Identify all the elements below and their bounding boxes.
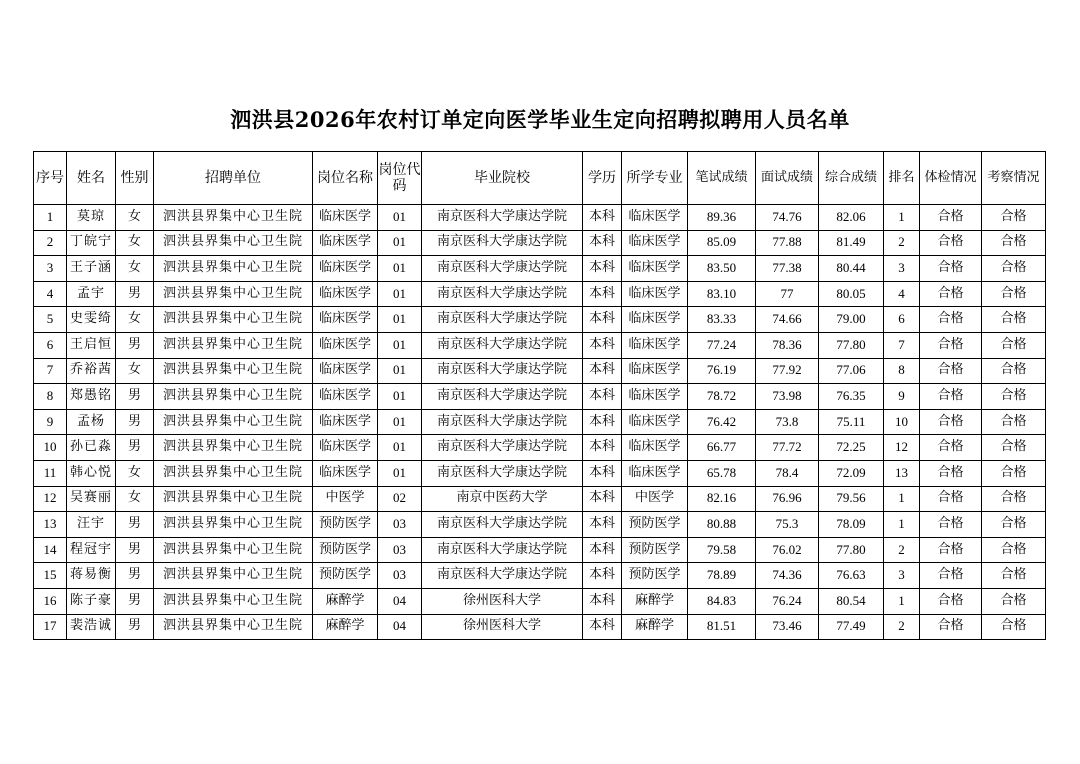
cell-name: 王子涵 [67,256,116,282]
cell-rank: 2 [884,537,920,563]
cell-degree: 本科 [583,281,622,307]
cell-code: 01 [378,281,422,307]
cell-physical-result: 合格 [920,486,982,512]
cell-unit: 泗洪县界集中心卫生院 [154,332,313,358]
cell-school: 南京医科大学康达学院 [422,230,583,256]
cell-unit: 泗洪县界集中心卫生院 [154,512,313,538]
cell-code: 01 [378,435,422,461]
cell-unit: 泗洪县界集中心卫生院 [154,307,313,333]
cell-unit: 泗洪县界集中心卫生院 [154,460,313,486]
cell-physical-result: 合格 [920,205,982,231]
cell-physical-result: 合格 [920,512,982,538]
cell-gender: 男 [116,281,154,307]
cell-degree: 本科 [583,563,622,589]
cell-written-score: 79.58 [688,537,756,563]
cell-major: 临床医学 [622,332,688,358]
cell-unit: 泗洪县界集中心卫生院 [154,281,313,307]
table-row [34,512,1046,538]
header-unit: 招聘单位 [154,152,313,205]
cell-name: 莫琼 [67,205,116,231]
cell-review-result: 合格 [982,332,1046,358]
cell-written-score: 83.33 [688,307,756,333]
cell-rank: 2 [884,614,920,640]
cell-written-score: 81.51 [688,614,756,640]
cell-written-score: 85.09 [688,230,756,256]
cell-gender: 男 [116,537,154,563]
cell-post: 麻醉学 [313,614,378,640]
cell-gender: 女 [116,460,154,486]
cell-physical-result: 合格 [920,256,982,282]
cell-degree: 本科 [583,205,622,231]
cell-gender: 女 [116,358,154,384]
cell-school: 南京医科大学康达学院 [422,435,583,461]
cell-physical-result: 合格 [920,384,982,410]
header-post: 岗位名称 [313,152,378,205]
cell-post: 临床医学 [313,409,378,435]
table-row [34,384,1046,410]
cell-code: 01 [378,307,422,333]
cell-written-score: 77.24 [688,332,756,358]
header-major: 所学专业 [622,152,688,205]
cell-unit: 泗洪县界集中心卫生院 [154,537,313,563]
cell-post: 临床医学 [313,358,378,384]
cell-degree: 本科 [583,537,622,563]
cell-review-result: 合格 [982,384,1046,410]
cell-code: 01 [378,332,422,358]
cell-no: 15 [34,563,67,589]
cell-gender: 女 [116,230,154,256]
cell-no: 8 [34,384,67,410]
cell-gender: 女 [116,256,154,282]
cell-gender: 男 [116,332,154,358]
cell-degree: 本科 [583,230,622,256]
cell-review-result: 合格 [982,256,1046,282]
cell-unit: 泗洪县界集中心卫生院 [154,435,313,461]
cell-physical-result: 合格 [920,281,982,307]
cell-interview-score: 78.36 [756,332,819,358]
table-body [34,205,1046,640]
cell-rank: 8 [884,358,920,384]
table-row [34,588,1046,614]
table-row [34,281,1046,307]
cell-review-result: 合格 [982,409,1046,435]
cell-degree: 本科 [583,332,622,358]
table-row [34,486,1046,512]
cell-code: 03 [378,563,422,589]
cell-rank: 1 [884,486,920,512]
cell-major: 临床医学 [622,358,688,384]
cell-interview-score: 73.46 [756,614,819,640]
cell-interview-score: 77.92 [756,358,819,384]
cell-major: 临床医学 [622,205,688,231]
cell-written-score: 66.77 [688,435,756,461]
cell-major: 临床医学 [622,460,688,486]
cell-degree: 本科 [583,256,622,282]
cell-major: 临床医学 [622,230,688,256]
cell-name: 乔裕茜 [67,358,116,384]
table-row [34,230,1046,256]
cell-post: 麻醉学 [313,588,378,614]
cell-no: 6 [34,332,67,358]
cell-no: 1 [34,205,67,231]
cell-major: 中医学 [622,486,688,512]
cell-interview-score: 77 [756,281,819,307]
cell-gender: 男 [116,614,154,640]
cell-code: 01 [378,384,422,410]
cell-review-result: 合格 [982,307,1046,333]
cell-physical-result: 合格 [920,409,982,435]
cell-total-score: 76.35 [819,384,884,410]
cell-major: 临床医学 [622,435,688,461]
cell-gender: 女 [116,205,154,231]
cell-unit: 泗洪县界集中心卫生院 [154,384,313,410]
header-school: 毕业院校 [422,152,583,205]
cell-total-score: 80.54 [819,588,884,614]
cell-major: 预防医学 [622,537,688,563]
cell-no: 11 [34,460,67,486]
cell-review-result: 合格 [982,435,1046,461]
cell-interview-score: 77.88 [756,230,819,256]
header-interview: 面试成绩 [756,152,819,205]
cell-total-score: 80.05 [819,281,884,307]
cell-interview-score: 76.96 [756,486,819,512]
cell-rank: 1 [884,512,920,538]
cell-rank: 6 [884,307,920,333]
cell-code: 01 [378,409,422,435]
cell-review-result: 合格 [982,588,1046,614]
cell-rank: 9 [884,384,920,410]
header-row [34,152,1046,205]
cell-physical-result: 合格 [920,588,982,614]
cell-major: 临床医学 [622,281,688,307]
cell-total-score: 77.80 [819,537,884,563]
cell-degree: 本科 [583,512,622,538]
table-row [34,614,1046,640]
cell-review-result: 合格 [982,358,1046,384]
cell-post: 临床医学 [313,332,378,358]
cell-interview-score: 77.38 [756,256,819,282]
cell-school: 南京医科大学康达学院 [422,256,583,282]
cell-code: 01 [378,460,422,486]
cell-name: 郑愚铭 [67,384,116,410]
cell-degree: 本科 [583,358,622,384]
cell-written-score: 83.50 [688,256,756,282]
cell-written-score: 76.42 [688,409,756,435]
cell-unit: 泗洪县界集中心卫生院 [154,588,313,614]
cell-school: 南京医科大学康达学院 [422,512,583,538]
cell-major: 临床医学 [622,384,688,410]
cell-major: 临床医学 [622,409,688,435]
cell-gender: 男 [116,409,154,435]
header-total: 综合成绩 [819,152,884,205]
cell-interview-score: 76.02 [756,537,819,563]
cell-post: 临床医学 [313,281,378,307]
table-row [34,332,1046,358]
cell-no: 12 [34,486,67,512]
cell-major: 临床医学 [622,256,688,282]
cell-name: 王启恒 [67,332,116,358]
table-row [34,307,1046,333]
cell-name: 孟宇 [67,281,116,307]
cell-rank: 3 [884,563,920,589]
cell-code: 01 [378,358,422,384]
cell-interview-score: 73.8 [756,409,819,435]
cell-unit: 泗洪县界集中心卫生院 [154,358,313,384]
cell-degree: 本科 [583,435,622,461]
header-no: 序号 [34,152,67,205]
cell-school: 南京医科大学康达学院 [422,205,583,231]
cell-interview-score: 73.98 [756,384,819,410]
cell-no: 13 [34,512,67,538]
cell-physical-result: 合格 [920,307,982,333]
cell-rank: 2 [884,230,920,256]
cell-name: 陈子豪 [67,588,116,614]
cell-school: 南京医科大学康达学院 [422,460,583,486]
header-written: 笔试成绩 [688,152,756,205]
cell-physical-result: 合格 [920,332,982,358]
table-row [34,563,1046,589]
cell-interview-score: 74.66 [756,307,819,333]
cell-rank: 10 [884,409,920,435]
cell-gender: 男 [116,512,154,538]
cell-no: 2 [34,230,67,256]
cell-no: 4 [34,281,67,307]
cell-total-score: 75.11 [819,409,884,435]
cell-interview-score: 74.36 [756,563,819,589]
cell-physical-result: 合格 [920,614,982,640]
table-row [34,256,1046,282]
cell-review-result: 合格 [982,563,1046,589]
cell-unit: 泗洪县界集中心卫生院 [154,256,313,282]
cell-total-score: 78.09 [819,512,884,538]
header-code: 岗位代码 [378,152,422,205]
cell-major: 麻醉学 [622,588,688,614]
cell-gender: 男 [116,435,154,461]
cell-name: 孙已淼 [67,435,116,461]
cell-post: 中医学 [313,486,378,512]
cell-interview-score: 74.76 [756,205,819,231]
cell-major: 预防医学 [622,563,688,589]
cell-interview-score: 75.3 [756,512,819,538]
cell-written-score: 76.19 [688,358,756,384]
cell-total-score: 77.49 [819,614,884,640]
cell-code: 01 [378,230,422,256]
cell-degree: 本科 [583,588,622,614]
cell-interview-score: 76.24 [756,588,819,614]
cell-name: 汪宇 [67,512,116,538]
cell-post: 预防医学 [313,537,378,563]
cell-physical-result: 合格 [920,230,982,256]
table-row [34,460,1046,486]
cell-written-score: 65.78 [688,460,756,486]
cell-name: 丁皖宁 [67,230,116,256]
cell-code: 04 [378,614,422,640]
cell-review-result: 合格 [982,230,1046,256]
cell-no: 16 [34,588,67,614]
cell-rank: 3 [884,256,920,282]
cell-review-result: 合格 [982,512,1046,538]
cell-total-score: 72.09 [819,460,884,486]
cell-post: 临床医学 [313,384,378,410]
cell-unit: 泗洪县界集中心卫生院 [154,409,313,435]
cell-degree: 本科 [583,486,622,512]
cell-no: 14 [34,537,67,563]
cell-total-score: 82.06 [819,205,884,231]
header-degree: 学历 [583,152,622,205]
cell-school: 南京医科大学康达学院 [422,281,583,307]
cell-review-result: 合格 [982,460,1046,486]
cell-review-result: 合格 [982,614,1046,640]
cell-no: 7 [34,358,67,384]
cell-unit: 泗洪县界集中心卫生院 [154,614,313,640]
cell-code: 01 [378,205,422,231]
cell-school: 徐州医科大学 [422,614,583,640]
header-physical: 体检情况 [920,152,982,205]
cell-post: 临床医学 [313,435,378,461]
document-title: 泗洪县2026年农村订单定向医学毕业生定向招聘拟聘用人员名单 [230,107,850,132]
cell-name: 孟杨 [67,409,116,435]
cell-post: 预防医学 [313,512,378,538]
cell-gender: 男 [116,384,154,410]
table-row [34,409,1046,435]
cell-physical-result: 合格 [920,460,982,486]
cell-degree: 本科 [583,307,622,333]
cell-review-result: 合格 [982,537,1046,563]
cell-total-score: 81.49 [819,230,884,256]
header-review: 考察情况 [982,152,1046,205]
cell-gender: 女 [116,486,154,512]
cell-degree: 本科 [583,460,622,486]
cell-major: 预防医学 [622,512,688,538]
cell-name: 程冠宇 [67,537,116,563]
cell-post: 临床医学 [313,230,378,256]
cell-school: 南京医科大学康达学院 [422,307,583,333]
cell-degree: 本科 [583,409,622,435]
cell-total-score: 72.25 [819,435,884,461]
cell-no: 9 [34,409,67,435]
cell-school: 南京医科大学康达学院 [422,332,583,358]
cell-school: 徐州医科大学 [422,588,583,614]
cell-school: 南京医科大学康达学院 [422,563,583,589]
table-row [34,435,1046,461]
cell-interview-score: 78.4 [756,460,819,486]
table-row [34,358,1046,384]
cell-rank: 7 [884,332,920,358]
cell-degree: 本科 [583,384,622,410]
cell-name: 裴浩诚 [67,614,116,640]
cell-post: 临床医学 [313,256,378,282]
cell-total-score: 79.00 [819,307,884,333]
cell-name: 韩心悦 [67,460,116,486]
cell-rank: 1 [884,205,920,231]
cell-school: 南京医科大学康达学院 [422,358,583,384]
cell-school: 南京医科大学康达学院 [422,384,583,410]
header-rank: 排名 [884,152,920,205]
hiring-roster-table [33,151,1046,640]
cell-interview-score: 77.72 [756,435,819,461]
cell-physical-result: 合格 [920,563,982,589]
cell-school: 南京医科大学康达学院 [422,409,583,435]
cell-gender: 男 [116,588,154,614]
cell-physical-result: 合格 [920,435,982,461]
cell-school: 南京医科大学康达学院 [422,537,583,563]
cell-degree: 本科 [583,614,622,640]
cell-code: 03 [378,537,422,563]
cell-written-score: 83.10 [688,281,756,307]
cell-major: 麻醉学 [622,614,688,640]
cell-name: 吴赛丽 [67,486,116,512]
cell-no: 3 [34,256,67,282]
cell-rank: 4 [884,281,920,307]
table-row [34,537,1046,563]
cell-unit: 泗洪县界集中心卫生院 [154,563,313,589]
cell-total-score: 80.44 [819,256,884,282]
cell-written-score: 80.88 [688,512,756,538]
cell-written-score: 89.36 [688,205,756,231]
cell-review-result: 合格 [982,205,1046,231]
cell-post: 临床医学 [313,205,378,231]
cell-written-score: 84.83 [688,588,756,614]
cell-name: 史雯绮 [67,307,116,333]
header-name: 姓名 [67,152,116,205]
cell-rank: 1 [884,588,920,614]
cell-written-score: 78.72 [688,384,756,410]
cell-name: 蒋易衡 [67,563,116,589]
cell-no: 5 [34,307,67,333]
cell-code: 03 [378,512,422,538]
cell-post: 临床医学 [313,460,378,486]
cell-unit: 泗洪县界集中心卫生院 [154,205,313,231]
cell-rank: 13 [884,460,920,486]
cell-unit: 泗洪县界集中心卫生院 [154,486,313,512]
cell-gender: 女 [116,307,154,333]
header-gender: 性别 [116,152,154,205]
cell-post: 预防医学 [313,563,378,589]
cell-review-result: 合格 [982,281,1046,307]
cell-rank: 12 [884,435,920,461]
cell-post: 临床医学 [313,307,378,333]
cell-school: 南京中医药大学 [422,486,583,512]
cell-code: 04 [378,588,422,614]
cell-total-score: 77.80 [819,332,884,358]
cell-no: 10 [34,435,67,461]
cell-gender: 男 [116,563,154,589]
cell-review-result: 合格 [982,486,1046,512]
cell-total-score: 77.06 [819,358,884,384]
cell-written-score: 78.89 [688,563,756,589]
table-row [34,205,1046,231]
cell-written-score: 82.16 [688,486,756,512]
cell-no: 17 [34,614,67,640]
cell-major: 临床医学 [622,307,688,333]
cell-physical-result: 合格 [920,358,982,384]
cell-physical-result: 合格 [920,537,982,563]
cell-code: 02 [378,486,422,512]
cell-code: 01 [378,256,422,282]
cell-unit: 泗洪县界集中心卫生院 [154,230,313,256]
cell-total-score: 76.63 [819,563,884,589]
cell-total-score: 79.56 [819,486,884,512]
